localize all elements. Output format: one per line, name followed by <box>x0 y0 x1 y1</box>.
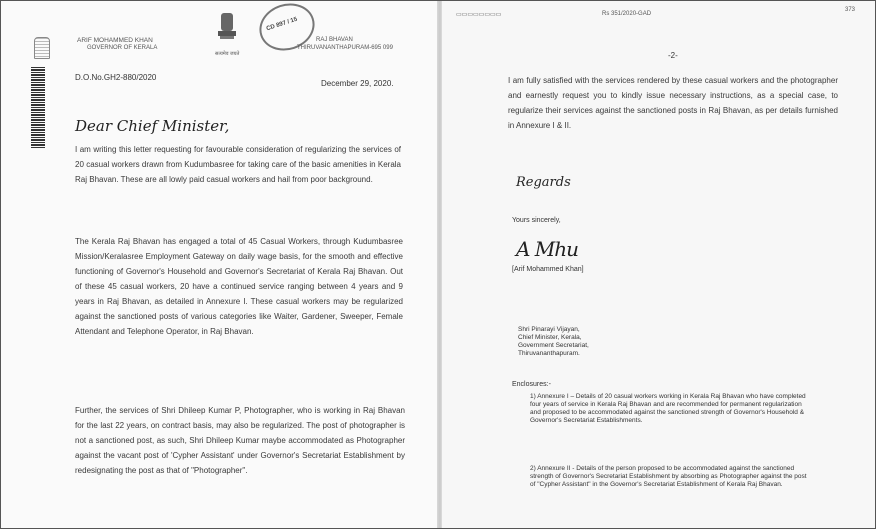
annexure-2: 2) Annexure II - Details of the person proposed to be accommodated against the sanctioned strength of Governor's Secretariat Establishment by absorbing as Photographer against the post of "Cypher Assistant" in the Governor's Secretariat Establishment of Kerala Raj Bhavan. <box>530 465 807 488</box>
paragraph-2: The Kerala Raj Bhavan has engaged a total of 45 Casual Workers, through Kudumbasree Mission/Keralasree Employment Gateway on daily wage basis, for the smooth and effective functioning of Governor's Household and Governor's Secretariat of Kerala Raj Bhavan. Out of these 45 casual workers, 20 have a continued service ranging between 4 years and 9 years in Raj Bhavan, as detailed in Annexure I. These casual workers may be regularized against the sanctioned posts of various categories like Waiter, Gardener, Sweeper, Female Attendant and Telephone Operator, in Raj Bhavan. <box>75 237 403 336</box>
top-stamp-line: ▭▭▭▭▭▭▭▭ <box>456 12 502 18</box>
sender-name: ARIF MOHAMMED KHAN <box>77 37 153 44</box>
recipient-line-3: Government Secretariat, <box>518 342 589 349</box>
regards: Regards <box>516 175 571 190</box>
letter-page-1 <box>1 1 439 528</box>
signature: A Mhu <box>516 237 579 261</box>
seal-text: सत्यमेव जयते <box>215 51 240 57</box>
reference-number: D.O.No.GH2-880/2020 <box>75 73 157 82</box>
stamp-text: CD 897 / 15 <box>265 16 299 33</box>
sender-title: GOVERNOR OF KERALA <box>87 45 158 51</box>
raj-bhavan-logo-icon <box>34 37 50 59</box>
letter-date: December 29, 2020. <box>321 79 394 88</box>
national-emblem-icon <box>215 11 239 51</box>
page-marker: 373 <box>845 7 856 13</box>
salutation: Dear Chief Minister, <box>75 117 230 135</box>
paragraph-3: Further, the services of Shri Dhileep Kumar P, Photographer, who is working in Raj Bhavan for the last 22 years, on contract basis, may also be regularized. The post of photographer is not a sanctioned post, as such, Shri Dhileep Kumar maybe accommodated as Photographer against the vacant post of 'Cypher Assistant' under Governor's Secretariat Establishment by redesignating the post as that of "Photographer". <box>75 406 405 475</box>
closing: Yours sincerely, <box>512 217 561 224</box>
address-line-1: RAJ BHAVAN <box>316 37 353 43</box>
top-reference: Rs 351/2020-GAD <box>602 11 652 17</box>
address-line-2: THIRUVANANTHAPURAM-695 099 <box>297 45 393 51</box>
recipient-line-1: Shri Pinarayi Vijayan, <box>518 326 580 333</box>
paragraph-1: I am writing this letter requesting for favourable consideration of regularizing the services of 20 casual workers drawn from Kudumbasree for taking care of the basic amenities in Kerala Raj Bhavan. These are all lowly paid casual workers and hail from poor background. <box>75 145 401 184</box>
barcode-icon <box>31 67 45 149</box>
letter-page-2 <box>442 1 875 528</box>
recipient-line-2: Chief Minister, Kerala, <box>518 334 582 341</box>
paragraph-4: I am fully satisfied with the services rendered by these casual workers and the photographer and earnestly request you to kindly issue necessary instructions, as a special case, to regularize their services against the sanctioned posts in Raj Bhavan, as per details furnished in Annexure I & II. <box>508 76 838 130</box>
page-number: -2- <box>668 51 678 60</box>
enclosures-label: Enclosures:- <box>512 381 551 388</box>
annexure-1: 1) Annexure I – Details of 20 casual workers working in Kerala Raj Bhavan who have completed four years of service in Kerala Raj Bhavan and are recommended for permanent regularization and proposed to be accommodated against the sanctioned strength of Governor's Household & Governor's Secretariat Establishments. <box>530 393 806 424</box>
signatory-name: [Arif Mohammed Khan] <box>512 266 584 273</box>
recipient-line-4: Thiruvananthapuram. <box>518 350 580 357</box>
